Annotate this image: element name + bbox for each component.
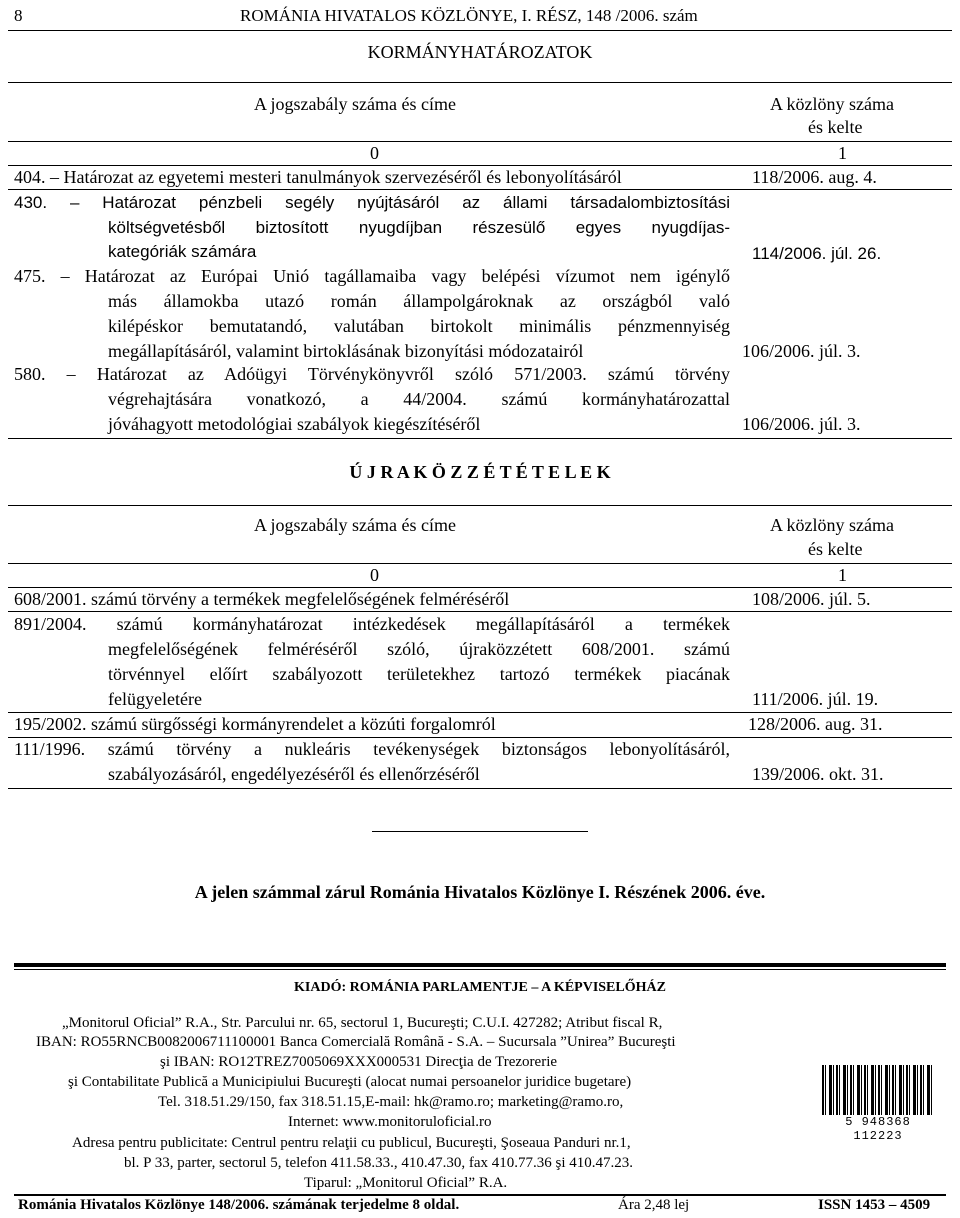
table2-bottom-rule bbox=[8, 788, 952, 789]
table-row-continuation: kategóriák számára bbox=[108, 242, 257, 261]
table1-col-right-header-1: A közlöny száma bbox=[770, 94, 894, 114]
gazette-ref: 106/2006. júl. 3. bbox=[742, 341, 861, 361]
publisher-top-thick-rule bbox=[14, 963, 946, 967]
separator-rule bbox=[372, 831, 588, 832]
footer-left: Románia Hivatalos Közlönye 148/2006. számának terjedelme 8 oldal. bbox=[18, 1197, 460, 1213]
gazette-ref: 106/2006. júl. 3. bbox=[742, 414, 861, 434]
table1-col-right-header-2: és kelte bbox=[808, 117, 863, 137]
row-rule bbox=[8, 611, 952, 612]
table-row: 404. – Határozat az egyetemi mesteri tanulmányok szervezéséről és lebonyolításáról bbox=[14, 167, 622, 187]
section-heading-kormanyhatarozatok: KORMÁNYHATÁROZATOK bbox=[367, 42, 593, 62]
section-heading-ujrakozzetetelek: Ú J R A K Ö Z Z É T É T E L E K bbox=[349, 462, 611, 482]
closing-statement: A jelen számmal zárul Románia Hivatalos Közlönye I. Részének 2006. éve. bbox=[194, 882, 766, 902]
barcode-number: 5 948368 112223 bbox=[822, 1115, 934, 1143]
header-rule bbox=[8, 30, 952, 31]
table-row-continuation: végrehajtására vonatkozó, a 44/2004. számú kormányhatározattal bbox=[108, 389, 730, 409]
table-row: 891/2004. számú kormányhatározat intézkedések megállapításáról a termékek bbox=[14, 614, 730, 634]
table-row: 608/2001. számú törvény a termékek megfelelőségének felméréséről bbox=[14, 589, 510, 609]
table-row-continuation: kilépéskor bemutatandó, valutában birtokolt minimális pénzmennyiség bbox=[108, 316, 730, 336]
row-rule bbox=[8, 189, 952, 190]
publisher-line: Adresa pentru publicitate: Centrul pentru relaţii cu publicul, Bucureşti, Şoseaua Panduri nr.1, bbox=[72, 1135, 631, 1151]
table-row-continuation: megfelelőségének felméréséről szóló, újraközzétett 608/2001. számú bbox=[108, 639, 730, 659]
table-row-continuation: törvénnyel előírt szabályozott területekhez tartozó termékek piacának bbox=[108, 664, 730, 684]
table1-colnum-rule bbox=[8, 165, 952, 166]
footer-price: Ára 2,48 lej bbox=[618, 1197, 690, 1213]
publisher-line: Internet: www.monitoruloficial.ro bbox=[288, 1114, 492, 1130]
table1-colnum-right: 1 bbox=[838, 143, 847, 163]
publisher-top-thin-rule bbox=[14, 969, 946, 970]
gazette-ref: 139/2006. okt. 31. bbox=[752, 764, 884, 784]
table2-header-rule bbox=[8, 563, 952, 564]
table2-col-left-header: A jogszabály száma és címe bbox=[254, 515, 456, 535]
table2-colnum-rule bbox=[8, 587, 952, 588]
table2-colnum-right: 1 bbox=[838, 565, 847, 585]
table-row: 111/1996. számú törvény a nukleáris tevékenységek biztonságos lebonyolításáról, bbox=[14, 739, 730, 759]
table-row-continuation: más államokba utazó román állampolgároknak az országból való bbox=[108, 291, 730, 311]
table-row-continuation: felügyeletére bbox=[108, 689, 202, 709]
table1-col-left-header: A jogszabály száma és címe bbox=[254, 94, 456, 114]
table2-col-right-header-2: és kelte bbox=[808, 539, 863, 559]
table-row-continuation: jóváhagyott metodológiai szabályok kiegészítéséről bbox=[108, 414, 481, 434]
footer-issn: ISSN 1453 – 4509 bbox=[818, 1197, 931, 1213]
running-title: ROMÁNIA HIVATALOS KÖZLÖNYE, I. RÉSZ, 148 /2006. szám bbox=[240, 6, 698, 25]
table-row: 475. – Határozat az Európai Unió tagállamaiba vagy belépési vízumot nem igénylő bbox=[14, 266, 730, 286]
table2-colnum-left: 0 bbox=[370, 565, 379, 585]
table1-colnum-left: 0 bbox=[370, 143, 379, 163]
table-row-continuation: szabályozásáról, engedélyezéséről és ellenőrzéséről bbox=[108, 764, 480, 784]
barcode bbox=[822, 1065, 934, 1143]
page-number: 8 bbox=[14, 6, 23, 25]
table1-bottom-rule bbox=[8, 438, 952, 439]
table2-col-right-header-1: A közlöny száma bbox=[770, 515, 894, 535]
footer-rule bbox=[14, 1194, 946, 1196]
row-rule bbox=[8, 712, 952, 713]
row-rule bbox=[8, 737, 952, 738]
table2-top-rule bbox=[8, 505, 952, 506]
gazette-ref: 118/2006. aug. 4. bbox=[752, 167, 877, 187]
table1-header-rule bbox=[8, 141, 952, 142]
publisher-line: „Monitorul Oficial” R.A., Str. Parcului nr. 65, sectorul 1, Bucureşti; C.U.I. 427282; Atribut fiscal R, bbox=[62, 1015, 663, 1031]
gazette-ref: 111/2006. júl. 19. bbox=[752, 689, 879, 709]
publisher-title: KIADÓ: ROMÁNIA PARLAMENTJE – A KÉPVISELŐHÁZ bbox=[294, 980, 666, 995]
barcode-bars bbox=[822, 1065, 934, 1117]
table-row-continuation: megállapításáról, valamint birtoklásának bizonyítási módozatairól bbox=[108, 341, 584, 361]
gazette-ref: 114/2006. júl. 26. bbox=[752, 244, 882, 263]
table-row: 195/2002. számú sürgősségi kormányrendelet a közúti forgalomról bbox=[14, 714, 496, 734]
table-row: 430. – Határozat pénzbeli segély nyújtásáról az állami társadalombiztosítási bbox=[14, 193, 730, 212]
table-row: 580. – Határozat az Adóügyi Törvénykönyvről szóló 571/2003. számú törvény bbox=[14, 364, 730, 384]
gazette-ref: 108/2006. júl. 5. bbox=[752, 589, 871, 609]
publisher-line: şi IBAN: RO12TREZ7005069XXX000531 Direcţia de Trezorerie bbox=[160, 1054, 558, 1070]
publisher-line: Tel. 318.51.29/150, fax 318.51.15,E-mail: hk@ramo.ro; marketing@ramo.ro, bbox=[158, 1094, 624, 1110]
table-row-continuation: költségvetésből biztosított nyugdíjban részesülő egyes nyugdíjas- bbox=[108, 218, 730, 237]
publisher-line: Tiparul: „Monitorul Oficial” R.A. bbox=[304, 1175, 508, 1191]
publisher-line: IBAN: RO55RNCB0082006711100001 Banca Comercială Română - S.A. – Sucursala ”Unirea” Bucureşti bbox=[36, 1034, 676, 1050]
table1-top-rule bbox=[8, 82, 952, 83]
publisher-line: şi Contabilitate Publică a Municipiului Bucureşti (alocat numai persoanelor juridice bugetare) bbox=[68, 1074, 632, 1090]
publisher-line: bl. P 33, parter, sectorul 5, telefon 411.58.33., 410.47.30, fax 410.77.36 şi 410.47.23. bbox=[124, 1155, 634, 1171]
gazette-ref: 128/2006. aug. 31. bbox=[748, 714, 883, 734]
